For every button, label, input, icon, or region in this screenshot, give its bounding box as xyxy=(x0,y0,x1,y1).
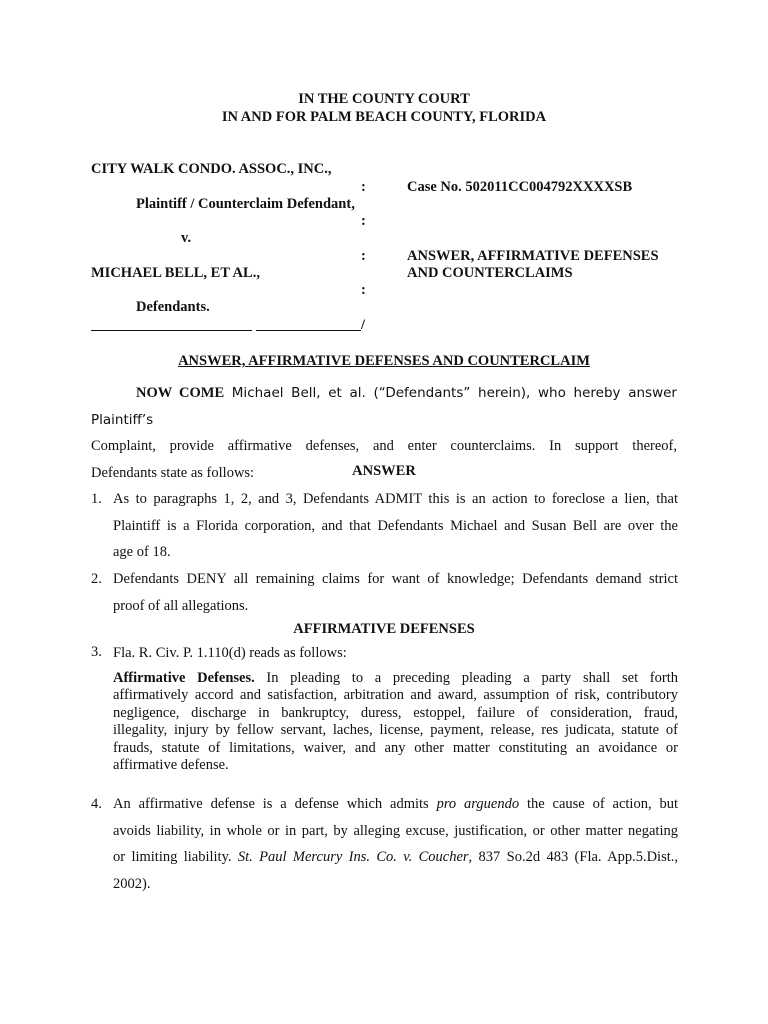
rule-quote xyxy=(113,670,678,774)
case-citation: St. Paul Mercury Ins. Co. v. Coucher xyxy=(237,849,469,865)
item-line: Defendants DENY all remaining claims for want of knowledge; Defendants demand strict xyxy=(113,571,678,587)
court-name: IN THE COUNTY COURT xyxy=(298,91,470,107)
item-number: 2. xyxy=(91,571,102,587)
item4-text: or limiting liability. xyxy=(113,849,238,865)
main-heading: ANSWER, AFFIRMATIVE DEFENSES AND COUNTERCLAIM xyxy=(178,353,590,369)
answer-item-2 xyxy=(113,566,678,619)
caption-rule xyxy=(256,330,361,331)
affirmative-defenses-heading: AFFIRMATIVE DEFENSES xyxy=(293,621,475,637)
defendant-name: MICHAEL BELL, ET AL., xyxy=(91,265,260,281)
item4-latin: pro arguendo xyxy=(436,796,520,812)
intro-line1: Michael Bell, et al. (“Defendants” herein), who hereby answer Plaintiff’s xyxy=(91,385,677,428)
intro-line3: Defendants state as follows: xyxy=(91,464,255,481)
quote-lead: Affirmative Defenses. xyxy=(113,670,255,686)
item-line: age of 18. xyxy=(113,544,171,560)
item-line: proof of all allegations. xyxy=(113,597,249,614)
item-line: 2002). xyxy=(113,875,151,892)
item-number: 1. xyxy=(91,491,102,507)
court-jurisdiction: IN AND FOR PALM BEACH COUNTY, FLORIDA xyxy=(221,109,547,125)
caption-colon: : xyxy=(361,282,366,298)
item-line: avoids liability, in whole or in part, by alleging excuse, justification, or other matter negating xyxy=(113,822,678,839)
quote-line: negligence, discharge in bankruptcy, duress, estoppel, failure of consideration, fraud, xyxy=(113,704,678,721)
item4-text: An affirmative defense is a defense which admits xyxy=(113,796,437,812)
item-number: 4. xyxy=(91,796,102,812)
item-number: 3. xyxy=(91,644,102,660)
document-title-line2: AND COUNTERCLAIMS xyxy=(407,265,573,281)
quote-line1: In pleading to a preceding pleading a party shall set forth xyxy=(254,670,678,686)
answer-heading: ANSWER xyxy=(352,463,416,479)
defendant-role: Defendants. xyxy=(136,299,210,315)
quote-line: affirmative defense. xyxy=(113,757,229,774)
document-title-line1: ANSWER, AFFIRMATIVE DEFENSES xyxy=(407,248,659,264)
intro-line2: Complaint, provide affirmative defenses, and enter counterclaims. In support thereof, xyxy=(91,438,677,454)
plaintiff-role: Plaintiff / Counterclaim Defendant, xyxy=(136,196,355,212)
item-line: Plaintiff is a Florida corporation, and that Defendants Michael and Susan Bell are over the xyxy=(113,517,678,534)
defense-item-4 xyxy=(113,791,678,897)
item4-text: the cause of action, but xyxy=(519,796,678,812)
caption-colon: : xyxy=(361,248,366,264)
item-line: As to paragraphs 1, 2, and 3, Defendants ADMIT this is an action to foreclose a lien, that xyxy=(113,491,678,507)
quote-line: illegality, injury by fellow servant, laches, license, payment, release, res judicata, statute of xyxy=(113,722,678,739)
quote-line: frauds, statute of limitations, waiver, and any other matter constituting an avoidance or xyxy=(113,739,678,756)
caption-slash: / xyxy=(361,317,366,333)
caption-colon: : xyxy=(361,213,366,229)
caption-rule xyxy=(91,330,252,331)
intro-lead: NOW COME xyxy=(136,385,225,401)
caption-colon: : xyxy=(361,179,366,195)
item4-text: , 837 So.2d 483 (Fla. App.5.Dist., xyxy=(468,849,678,865)
quote-line: affirmatively accord and satisfaction, arbitration and award, assumption of risk, contributory xyxy=(113,687,678,704)
answer-item-1 xyxy=(113,486,678,566)
versus: v. xyxy=(181,230,192,246)
case-number: Case No. 502011CC004792XXXXSB xyxy=(407,179,633,195)
item-3-text: Fla. R. Civ. P. 1.110(d) reads as follows: xyxy=(113,645,347,661)
plaintiff-name: CITY WALK CONDO. ASSOC., INC., xyxy=(91,161,332,177)
